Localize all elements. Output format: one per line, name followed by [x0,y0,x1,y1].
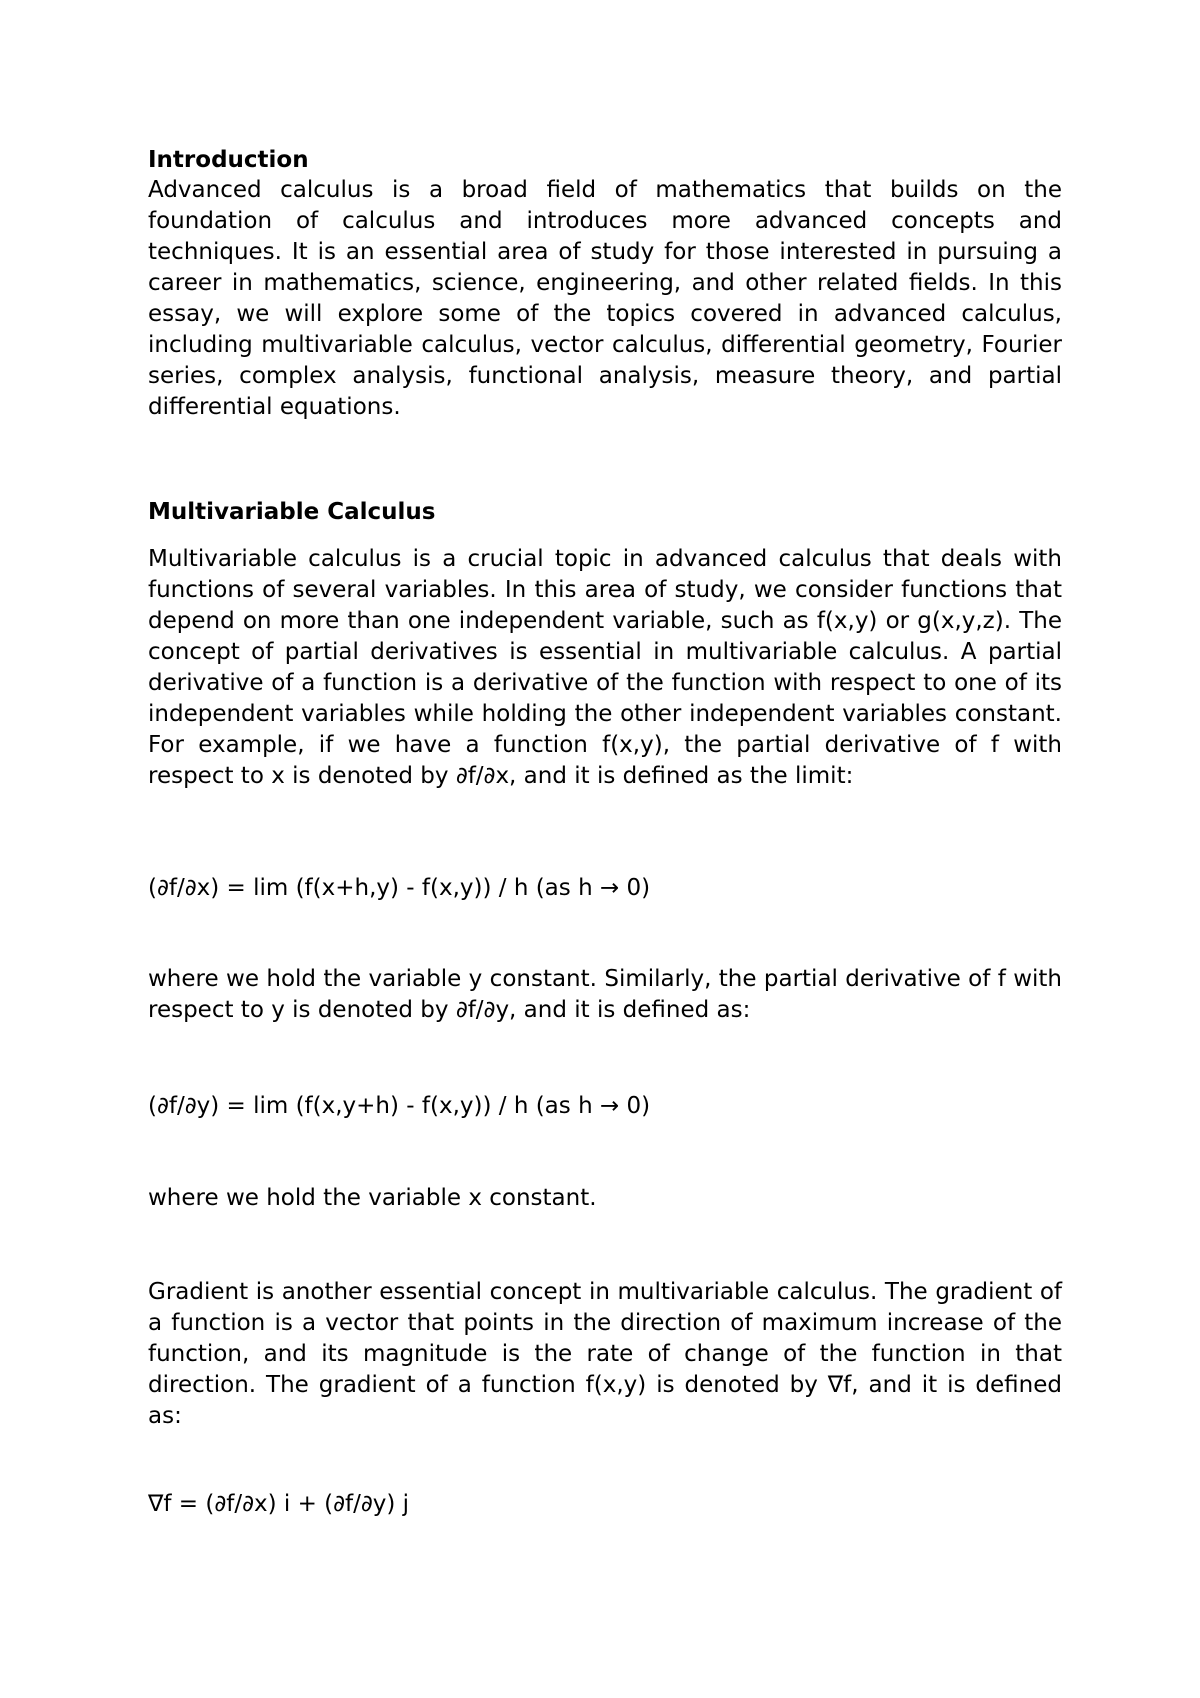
partial-derivative-y-intro: where we hold the variable y constant. Similarly, the partial derivative of f with respect to y is denoted by ∂f/∂y, and it is defined as: [148,966,1062,1023]
section-heading-introduction: Introduction [148,147,309,173]
gradient-equation: ∇f = (∂f/∂x) i + (∂f/∂y) j [148,1491,410,1517]
partial-derivative-y-equation: (∂f/∂y) = lim (f(x,y+h) - f(x,y)) / h (as h → 0) [148,1093,651,1119]
gradient-paragraph: Gradient is another essential concept in multivariable calculus. The gradient of a function is a vector that points in the direction of maximum increase of the function, and its magnitude is the rate of change of the function in that direction. The gradient of a function f(x,y) is denoted by ∇f, and it is defined as: [148,1279,1062,1429]
hold-x-constant-text: where we hold the variable x constant. [148,1185,597,1211]
partial-derivative-x-equation: (∂f/∂x) = lim (f(x+h,y) - f(x,y)) / h (as h → 0) [148,875,651,901]
partial-derivatives-paragraph: Multivariable calculus is a crucial topic in advanced calculus that deals with functions of several variables. In this area of study, we consider functions that depend on more than one independent variable, such as f(x,y) or g(x,y,z). The concept of partial derivatives is essential in multivariable calculus. A partial derivative of a function is a derivative of the function with respect to one of its independent variables while holding the other independent variables constant. For example, if we have a function f(x,y), the partial derivative of f with respect to x is denoted by ∂f/∂x, and it is defined as the limit: [148,546,1062,789]
introduction-paragraph: Advanced calculus is a broad field of mathematics that builds on the foundation of calculus and introduces more advanced concepts and techniques. It is an essential area of study for those interested in pursuing a career in mathematics, science, engineering, and other related fields. In this essay, we will explore some of the topics covered in advanced calculus, including multivariable calculus, vector calculus, differential geometry, Fourier series, complex analysis, functional analysis, measure theory, and partial differential equations. [148,177,1062,420]
section-heading-multivariable-calculus: Multivariable Calculus [148,499,436,525]
